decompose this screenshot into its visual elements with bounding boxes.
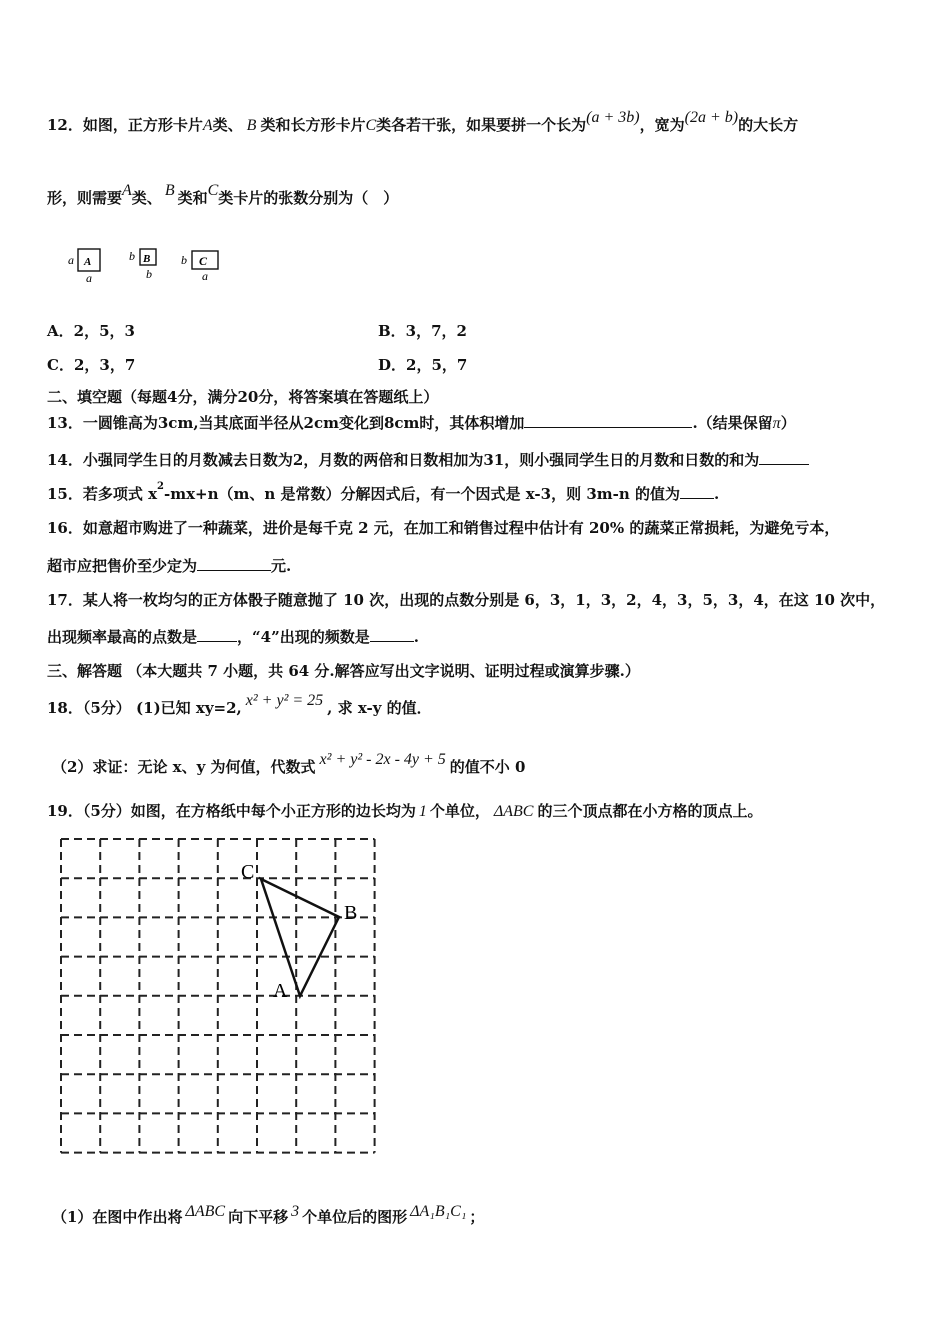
- answer-blank[interactable]: [680, 484, 714, 499]
- q13-close: ）: [780, 414, 796, 432]
- length-expr: (a + 3b): [586, 109, 640, 126]
- q19: [47, 801, 762, 822]
- q18-part2: [52, 751, 526, 778]
- q17-line2: [47, 627, 419, 647]
- var-c: C: [207, 182, 219, 199]
- card-label: B: [143, 253, 151, 265]
- var-b: B: [164, 182, 175, 199]
- q16-text: 超市应把售价至少定为: [47, 557, 198, 575]
- q14: [47, 450, 809, 470]
- triangle-symbol: ΔABC: [493, 803, 534, 820]
- var-a: A: [202, 117, 213, 134]
- unit-number: 1: [418, 803, 427, 820]
- card-label: C: [199, 254, 208, 268]
- section-heading-solve: 三、解答题 （本大题共 7 小题，共 64 分.解答应写出文字说明、证明过程或演算步骤.）: [47, 662, 640, 680]
- q19-text: 的三个顶点都在小方格的顶点上。: [537, 802, 763, 820]
- q19-text: 向下平移: [228, 1208, 289, 1226]
- grid-figure: [55, 833, 389, 1163]
- cards-figure: [66, 240, 246, 285]
- dashed-grid: [61, 839, 375, 1153]
- q18-part1: [47, 692, 432, 719]
- card-bottom-label: b: [146, 267, 152, 281]
- q12-text: 类和长方形卡片: [260, 116, 366, 134]
- q12-text: 12．如图，正方形卡片: [47, 116, 203, 134]
- q16-tail: 元.: [271, 557, 292, 575]
- q15-text: 15．若多项式 x: [47, 485, 158, 503]
- card-c: [181, 251, 218, 283]
- q12-text: 形，则需要: [47, 189, 123, 207]
- q19-text: ；: [469, 1208, 485, 1226]
- option-b[interactable]: B．3，7，2: [378, 322, 467, 340]
- q13: [47, 413, 796, 434]
- answer-blank[interactable]: [197, 556, 271, 571]
- q18-text: , 求 x-y 的值．: [327, 699, 432, 717]
- q12-text: 类各若干张，如果要拼一个长为: [376, 116, 587, 134]
- card-side-label: a: [68, 253, 74, 267]
- q18-text: （2）求证：无论 x、y 为何值，代数式: [52, 758, 316, 776]
- q12-text: 类和: [177, 189, 208, 207]
- q17-text: ，“4”出现的频数是: [237, 628, 370, 646]
- q19-text: 19．（5分）如图，在方格纸中每个小正方形的边长均为: [47, 802, 416, 820]
- q19-text: （1）在图中作出将: [52, 1208, 183, 1226]
- var-b: B: [246, 117, 257, 134]
- answer-blank[interactable]: [524, 413, 692, 428]
- card-bottom-label: a: [202, 269, 208, 283]
- q19-part1: [52, 1203, 485, 1228]
- card-a: [68, 249, 100, 285]
- q12-text: 的大长方: [738, 116, 799, 134]
- var-c: C: [365, 117, 377, 134]
- option-c[interactable]: C．2，3，7: [47, 356, 136, 374]
- expression: x² + y² - 2x - 4y + 5: [319, 751, 446, 768]
- card-side-label: b: [181, 253, 187, 267]
- triangle-symbol: ΔABC: [185, 1203, 226, 1220]
- equation: x² + y² = 25: [245, 692, 324, 709]
- q14-text: 14．小强同学生日的月数减去日数为2，月数的两倍和日数相加为31，则小强同学生日的月数和日数的和为: [47, 451, 760, 469]
- answer-blank[interactable]: [197, 627, 237, 642]
- q13-text: 13．一圆锥高为3cm,当其底面半径从2cm变化到8cm时，其体积增加: [47, 414, 525, 432]
- q17-tail: .: [413, 628, 419, 646]
- var-a: A: [122, 182, 132, 199]
- section-heading-fill-in: 二、填空题（每题4分，满分20分，将答案填在答题纸上）: [47, 388, 439, 406]
- triangle-abc: [261, 879, 339, 996]
- exponent: 2: [157, 481, 165, 492]
- q15: [47, 481, 720, 507]
- answer-blank[interactable]: [759, 450, 809, 465]
- q17-text: 出现频率最高的点数是: [47, 628, 198, 646]
- q16-line2: [47, 556, 291, 576]
- answer-blank[interactable]: [370, 627, 414, 642]
- option-d[interactable]: D．2，5，7: [378, 356, 468, 374]
- card-side-label: b: [129, 249, 135, 263]
- label-c: C: [241, 861, 255, 883]
- option-a[interactable]: A．2，5，3: [47, 322, 135, 340]
- pi-symbol: π: [772, 415, 781, 432]
- q16-line1: 16．如意超市购进了一种蔬菜，进价是每千克 2 元，在加工和销售过程中估计有 20% 的蔬菜正常损耗，为避免亏本，: [47, 519, 840, 537]
- q17-line1: 17．某人将一枚均匀的正方体骰子随意抛了 10 次，出现的点数分别是 6，3，1，3，2，4，3，5，3，4，在这 10 次中，: [47, 591, 886, 609]
- q12-text: ，宽为: [639, 116, 685, 134]
- q13-tail: .（结果保留: [692, 414, 773, 432]
- q15-text: -mx+n（m、n 是常数）分解因式后，有一个因式是 x-3，则 3m-n 的值为: [164, 485, 680, 503]
- card-label: A: [84, 256, 92, 268]
- q19-text: 个单位，: [429, 802, 490, 820]
- q15-tail: .: [713, 485, 720, 503]
- card-bottom-label: a: [86, 271, 92, 285]
- q12-line1: [47, 109, 799, 136]
- q12-text: 类、: [131, 189, 162, 207]
- q18-text: 的值不小 0: [449, 758, 526, 776]
- q12-line2: [47, 182, 399, 209]
- q12-text: 类、: [212, 116, 243, 134]
- card-b: [129, 249, 156, 281]
- shift-number: 3: [291, 1203, 300, 1220]
- label-a: A: [273, 980, 288, 1002]
- q12-text: 类卡片的张数分别为（ ）: [218, 189, 399, 207]
- result-triangle-symbol: ΔA₁B₁C₁: [410, 1203, 467, 1220]
- width-expr: (2a + b): [684, 109, 739, 126]
- q19-text: 个单位后的图形: [302, 1208, 408, 1226]
- label-b: B: [344, 902, 358, 924]
- q18-text: 18．（5分） (1)已知 xy=2,: [47, 699, 242, 717]
